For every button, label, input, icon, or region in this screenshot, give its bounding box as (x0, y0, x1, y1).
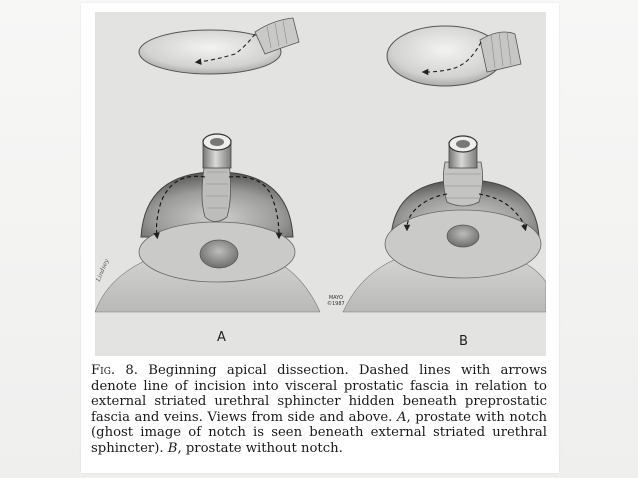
scanned-page (81, 3, 559, 473)
caption-text-2: , prostate with notch (ghost image of notch is seen beneath external striated urethral sphincter). (91, 409, 548, 456)
credit-line-2: ©1987 (327, 301, 345, 307)
side-view-a (139, 18, 299, 74)
artist-signature: Lindsey (95, 258, 111, 283)
caption-figure-label: Fig. 8. (91, 363, 138, 378)
caption-ref-a: A (396, 409, 407, 425)
illustration-drawing (95, 12, 546, 356)
panel-label-b: B (459, 334, 468, 349)
apical-view-b (343, 136, 546, 312)
figure-caption (91, 363, 547, 457)
anatomical-illustration (95, 12, 546, 356)
panel-label-a: A (217, 330, 226, 345)
caption-text-1: Beginning apical dissection. Dashed lines with arrows denote line of incision into visceral prostatic fascia in relation to external striated urethral sphincter hidden beneath preprostatic fascia and veins. Views from side and above. (91, 363, 547, 425)
credit-line-1: MAYO (328, 295, 343, 301)
side-view-b (387, 26, 521, 86)
illustrator-credit (327, 295, 345, 307)
caption-text-3: , prostate without notch. (177, 440, 343, 456)
caption-ref-b: B (167, 440, 178, 456)
apical-view-a (95, 134, 320, 312)
